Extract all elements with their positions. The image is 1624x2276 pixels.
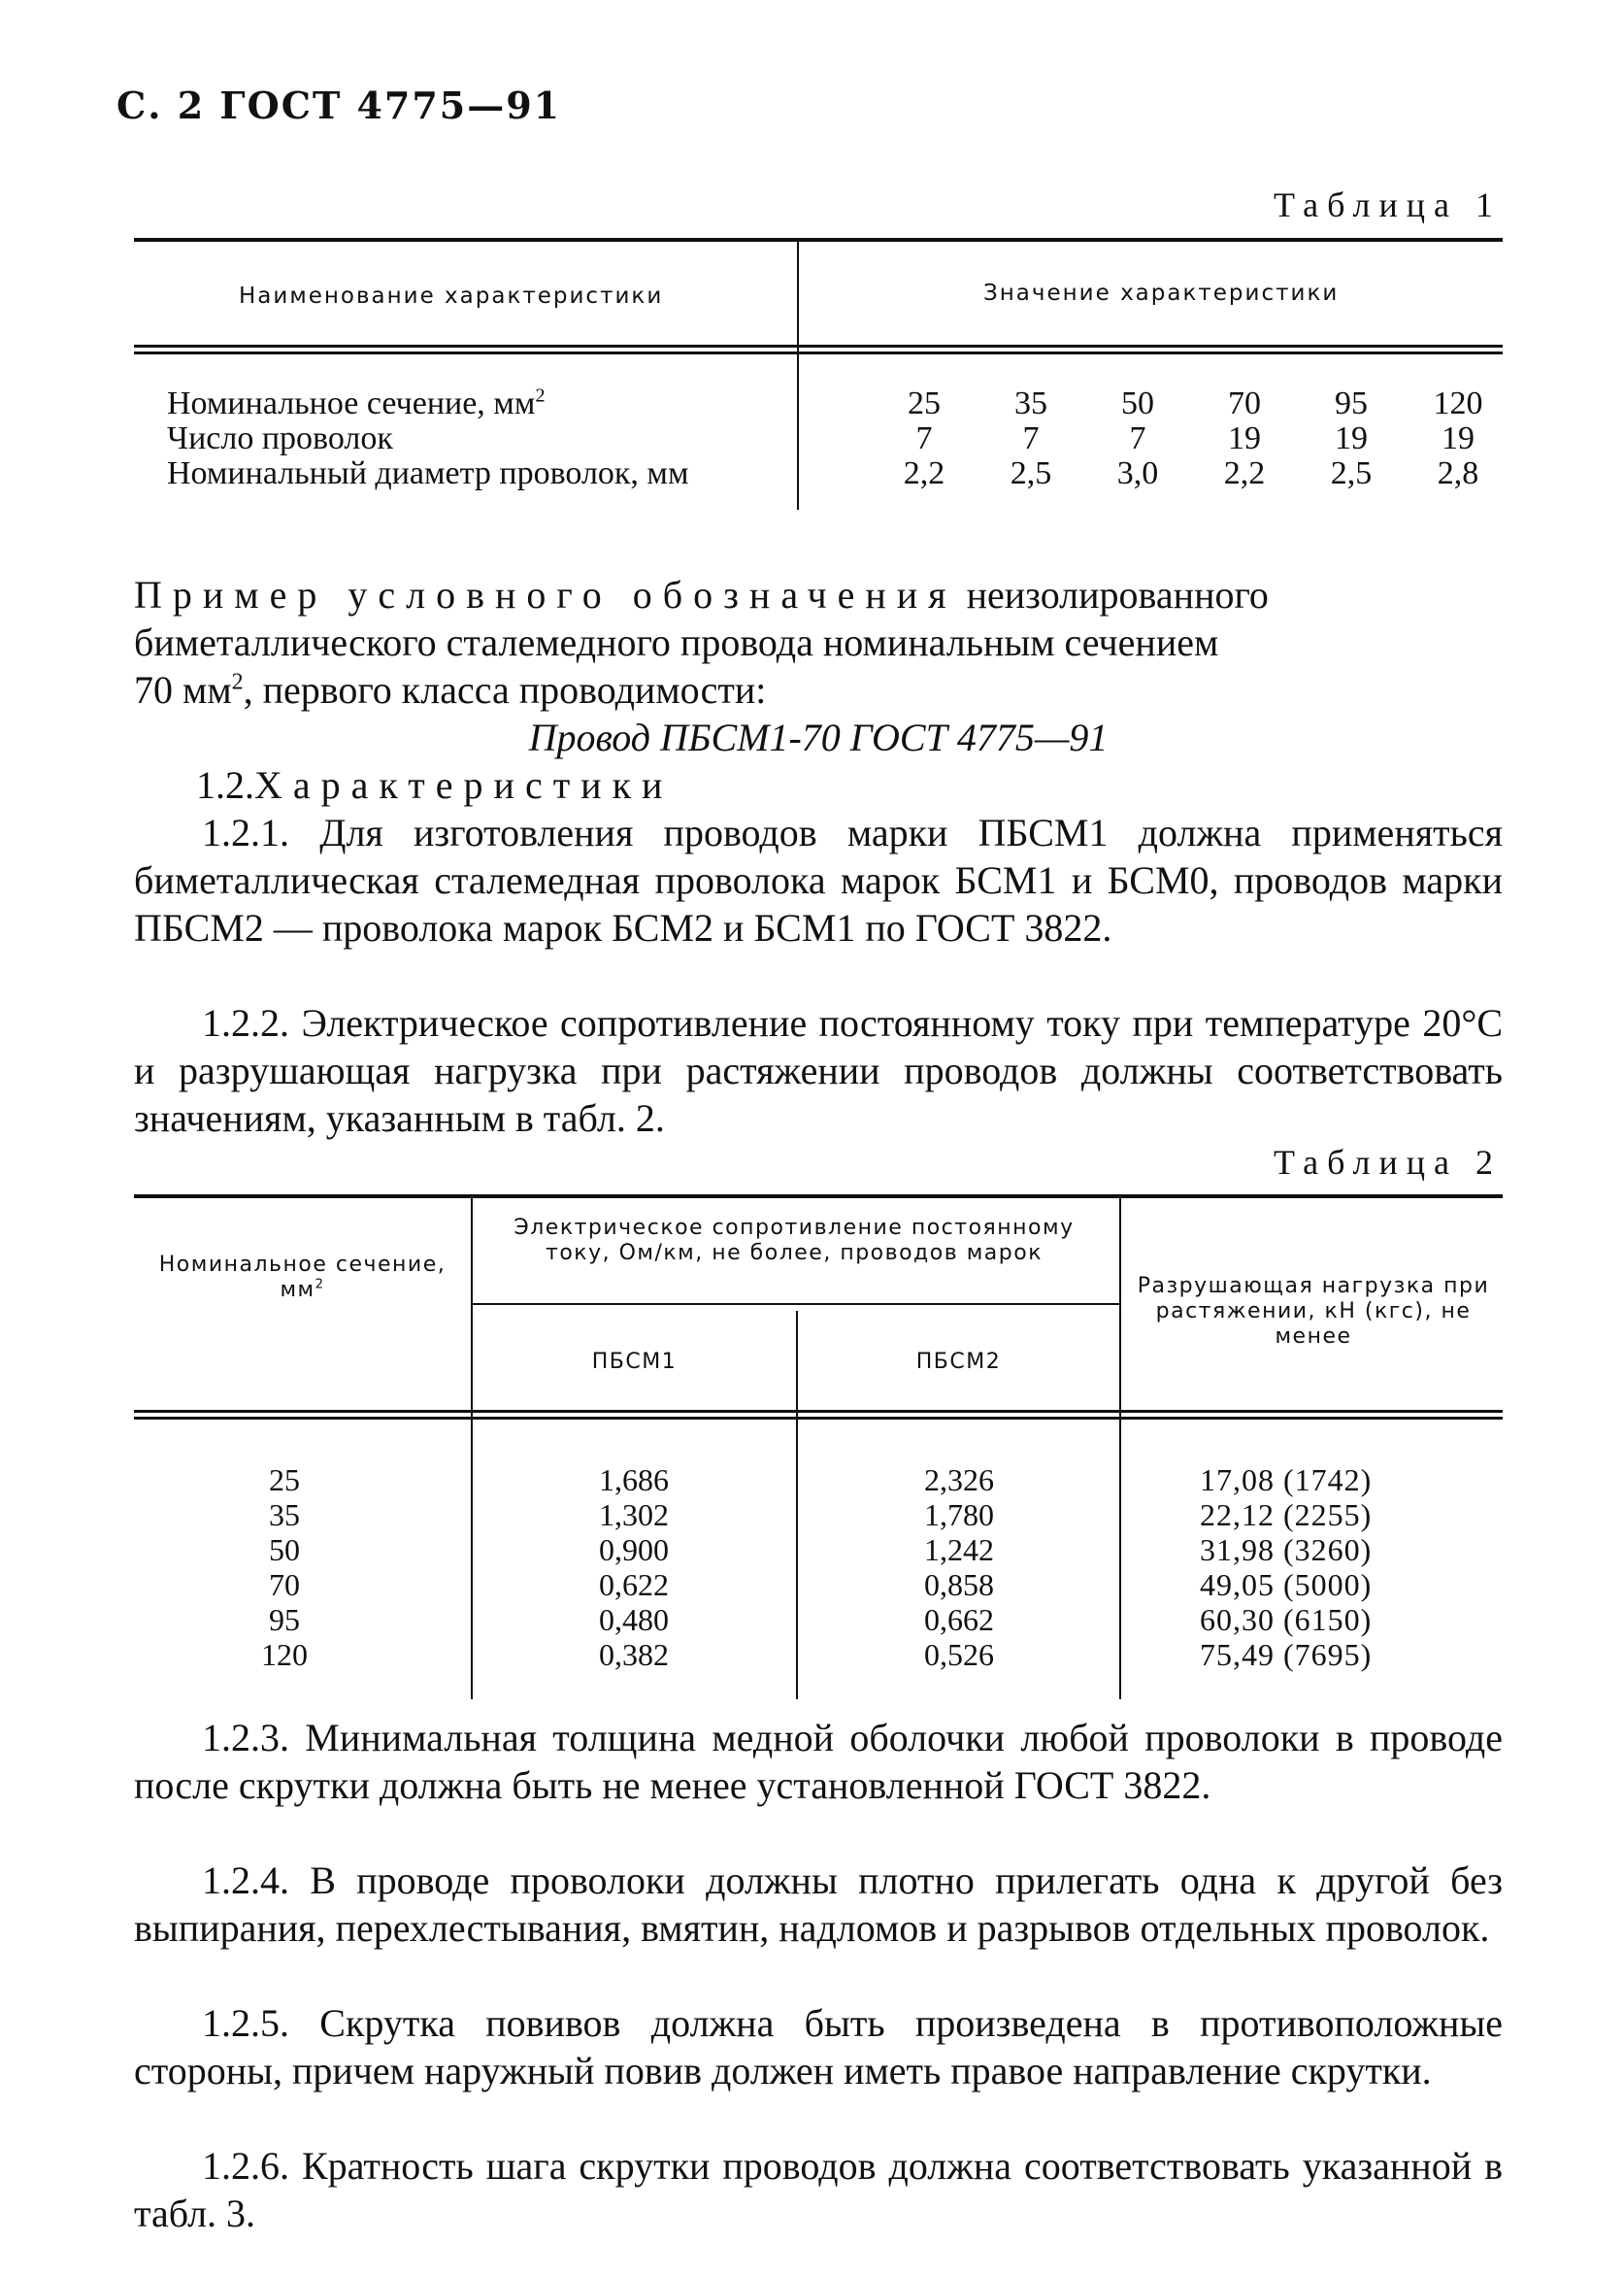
table1-header-value: Значение характеристики bbox=[983, 281, 1340, 306]
table2-header-resistance: Электрическое сопротивление постоянному току, Ом/км, не более, проводов марок bbox=[514, 1216, 1075, 1265]
paragraph-1-2-1: 1.2.1. Для изготовления проводов марки ПБСМ1 должна применяться биметаллическая сталемедная проволока марок БСМ1 и БСМ0, проводов марки ПБСМ2 — проволока марок БСМ2 и БСМ1 по ГОСТ 3822. bbox=[134, 811, 1503, 950]
section-heading-1-2: 1.2.Характеристики bbox=[196, 763, 674, 807]
example-line-1: Пример условного обозначения неизолированного bbox=[134, 573, 1269, 617]
table1-header-name: Наименование характеристики bbox=[239, 284, 664, 309]
table2-cell-section: 95 bbox=[269, 1602, 300, 1637]
table2-cell-pbsm2: 0,662 bbox=[924, 1602, 994, 1637]
table1-cell: 19 bbox=[1442, 420, 1475, 456]
table2-cell-section: 70 bbox=[269, 1567, 300, 1602]
table2-cell-load: 22,12 (2255) bbox=[1200, 1497, 1373, 1532]
table2-cell-pbsm1: 0,382 bbox=[599, 1637, 669, 1672]
table2-cell-pbsm2: 0,858 bbox=[924, 1567, 994, 1602]
table1-cell: 2,5 bbox=[1330, 455, 1373, 491]
table1-cell: 7 bbox=[915, 420, 933, 456]
example-spaced-phrase: Пример условного обозначения bbox=[134, 573, 957, 617]
table2-cell-section: 50 bbox=[269, 1532, 300, 1567]
table2-cell-load: 17,08 (1742) bbox=[1200, 1462, 1373, 1497]
table1-cell: 120 bbox=[1433, 385, 1483, 421]
table1-cell: 19 bbox=[1228, 420, 1261, 456]
table2-header-pbsm1: ПБСМ1 bbox=[591, 1350, 678, 1374]
table2-cell-load: 75,49 (7695) bbox=[1200, 1637, 1373, 1672]
table1-cell: 2,2 bbox=[903, 455, 945, 491]
table2-header-section: Номинальное сечение, $мм^2$ bbox=[158, 1253, 447, 1302]
table1-cell: 35 bbox=[1014, 385, 1047, 421]
table1-cell: 50 bbox=[1121, 385, 1154, 421]
table1-cell: 70 bbox=[1228, 385, 1261, 421]
table1-cell: 2,5 bbox=[1010, 455, 1052, 491]
paragraph-1-2-4: 1.2.4. В проводе проволоки должны плотно прилегать одна к другой без выпирания, перехлестывания, вмятин, надломов и разрывов отдельных проволок. bbox=[134, 1858, 1503, 1950]
example-line-2: биметаллического сталемедного провода номинальным сечением bbox=[134, 620, 1219, 664]
table1-header-rule bbox=[134, 345, 1503, 354]
table2-cell-load: 31,98 (3260) bbox=[1200, 1532, 1373, 1567]
paragraph-1-2-3: 1.2.3. Минимальная толщина медной оболочки любой проволоки в проводе после скрутки должна быть не менее установленной ГОСТ 3822. bbox=[134, 1716, 1503, 1807]
table2-cell-pbsm2: 1,780 bbox=[924, 1497, 994, 1532]
table-1 bbox=[134, 238, 1503, 510]
table1-row-label: Номинальный диаметр проволок, мм bbox=[167, 455, 689, 491]
table2-cell-pbsm2: 1,242 bbox=[924, 1532, 994, 1567]
table2-divider bbox=[471, 1198, 473, 1699]
table1-column-divider bbox=[797, 242, 799, 510]
table2-subheader-rule bbox=[473, 1303, 1119, 1305]
table2-cell-pbsm1: 0,900 bbox=[599, 1532, 669, 1567]
table2-cell-pbsm1: 0,622 bbox=[599, 1567, 669, 1602]
table2-cell-section: 120 bbox=[261, 1637, 308, 1672]
table1-row-label: Номинальное сечение, $мм^2$ bbox=[167, 385, 546, 421]
page-header: С. 2 ГОСТ 4775—91 bbox=[116, 84, 562, 127]
table1-cell: 2,2 bbox=[1223, 455, 1266, 491]
table2-top-rule bbox=[134, 1194, 1503, 1198]
table1-row-label: Число проволок bbox=[167, 420, 393, 456]
paragraph-1-2-2: 1.2.2. Электрическое сопротивление постоянному току при температуре 20°С и разрушающая нагрузка при растяжении проводов должны соответствовать значениям, указанным в табл. 2. bbox=[134, 1001, 1503, 1140]
table1-top-rule bbox=[134, 238, 1503, 242]
table2-header-load: Разрушающая нагрузка при растяжении, кН (кгс), не менее bbox=[1137, 1274, 1490, 1349]
table1-caption: Таблица 1 bbox=[1274, 185, 1502, 224]
table2-cell-section: 35 bbox=[269, 1497, 300, 1532]
table1-cell: 3,0 bbox=[1116, 455, 1159, 491]
table2-cell-section: 25 bbox=[269, 1462, 300, 1497]
paragraph-1-2-5: 1.2.5. Скрутка повивов должна быть произведена в противоположные стороны, причем наружный повив должен иметь правое направление скрутки. bbox=[134, 2001, 1503, 2092]
example-paragraph bbox=[134, 571, 1503, 761]
table1-cell: 7 bbox=[1129, 420, 1146, 456]
table1-cell: 7 bbox=[1022, 420, 1040, 456]
example-line-3: 70 $мм^2$, первого класса проводимости: bbox=[134, 668, 767, 712]
table2-cell-pbsm1: 1,302 bbox=[599, 1497, 669, 1532]
table1-cell: 25 bbox=[908, 385, 941, 421]
table2-header-rule bbox=[134, 1410, 1503, 1420]
table1-cell: 19 bbox=[1335, 420, 1368, 456]
table2-header-pbsm2: ПБСМ2 bbox=[915, 1350, 1002, 1374]
table1-cell: 2,8 bbox=[1437, 455, 1479, 491]
example-designation: Провод ПБСМ1-70 ГОСТ 4775—91 bbox=[528, 716, 1109, 759]
table2-caption: Таблица 2 bbox=[1274, 1143, 1502, 1182]
table-2 bbox=[134, 1194, 1503, 1699]
table2-cell-pbsm2: 0,526 bbox=[924, 1637, 994, 1672]
table2-cell-load: 60,30 (6150) bbox=[1200, 1602, 1373, 1637]
paragraph-1-2-6: 1.2.6. Кратность шага скрутки проводов должна соответствовать указанной в табл. 3. bbox=[134, 2144, 1503, 2235]
table2-divider bbox=[1119, 1198, 1121, 1699]
table2-cell-pbsm2: 2,326 bbox=[924, 1462, 994, 1497]
table2-cell-pbsm1: 0,480 bbox=[599, 1602, 669, 1637]
table2-cell-pbsm1: 1,686 bbox=[599, 1462, 669, 1497]
table2-cell-load: 49,05 (5000) bbox=[1200, 1567, 1373, 1602]
table1-cell: 95 bbox=[1335, 385, 1368, 421]
